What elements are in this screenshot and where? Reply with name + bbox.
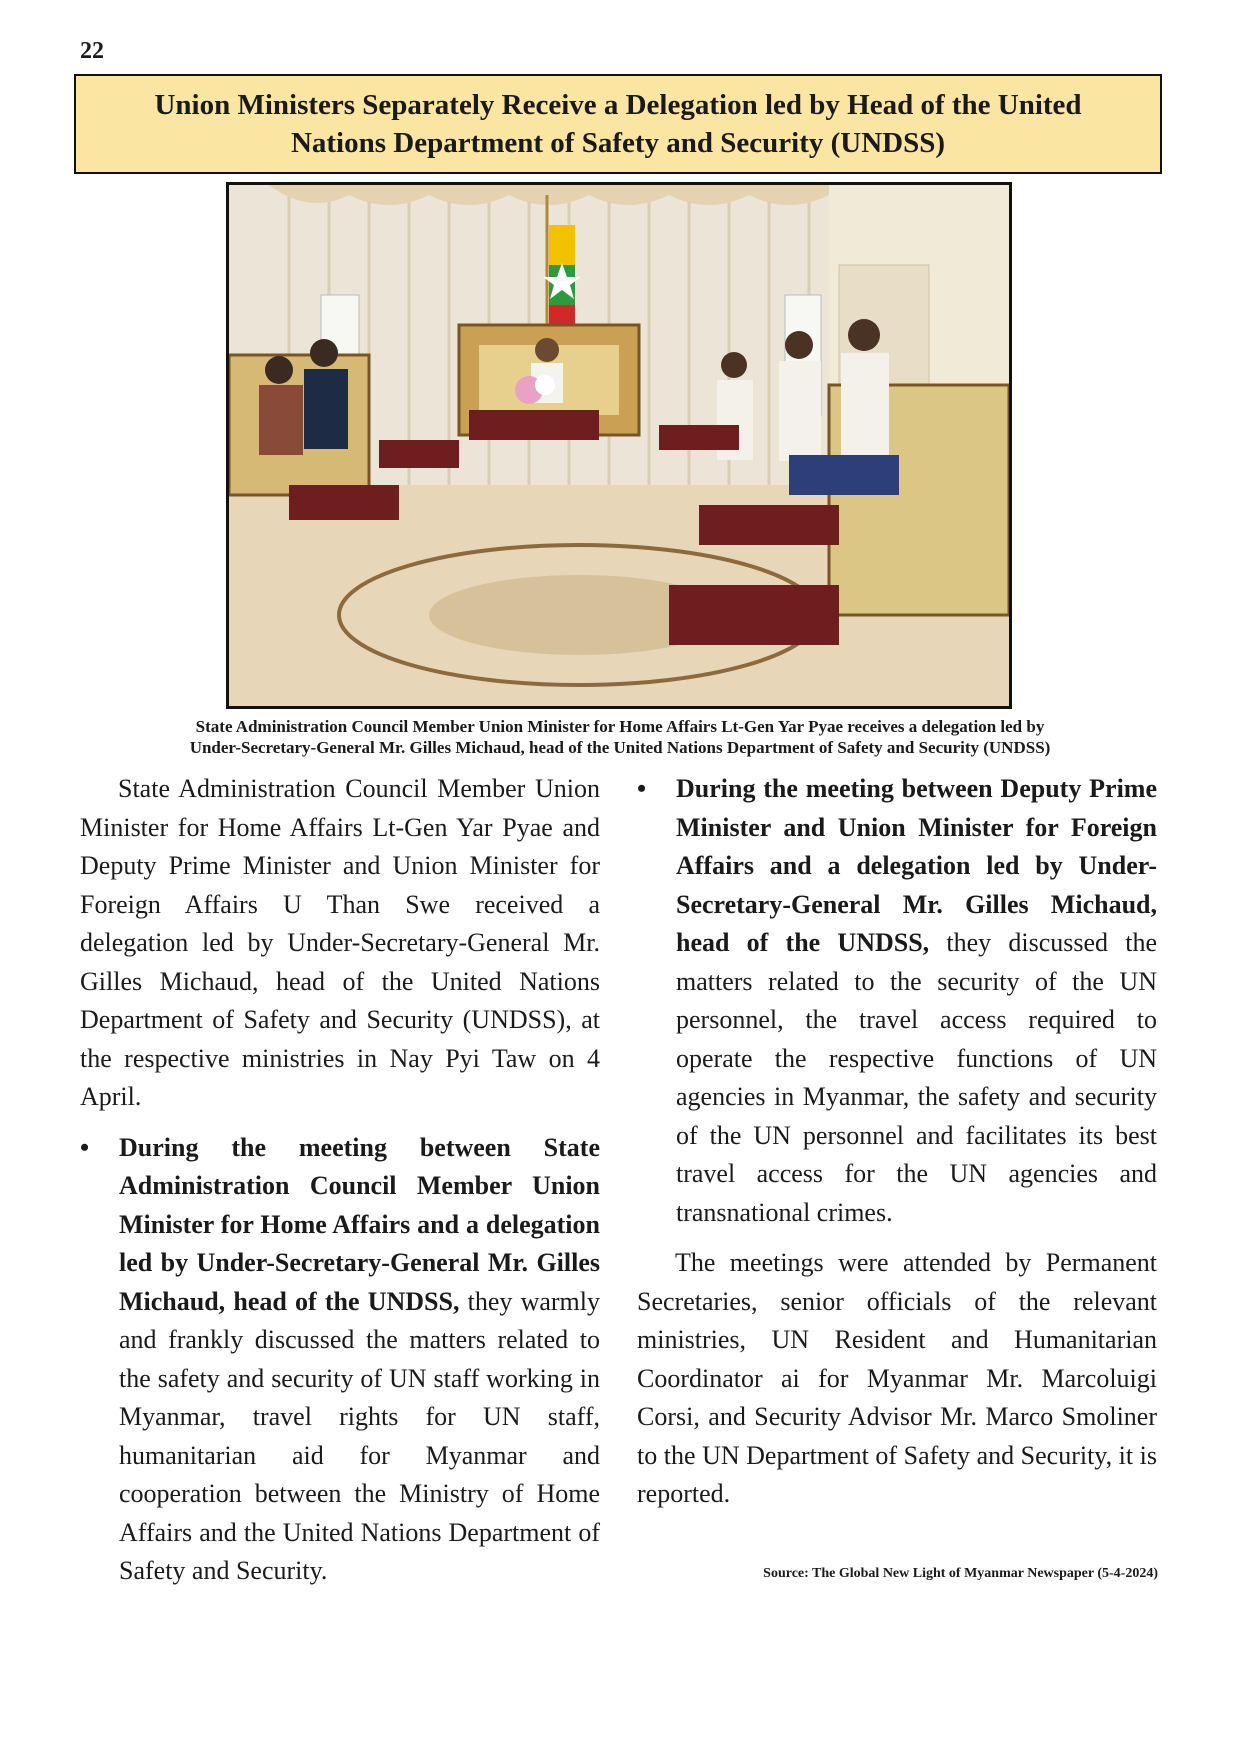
caption-line-1: State Administration Council Member Union Minister for Home Affairs Lt-Gen Yar Pyae receives a delegation led by [195,717,1045,736]
article-column-right [637,770,1157,1514]
bullet-item-home-affairs [80,1129,600,1591]
article-column-left [80,770,600,1591]
bullet-icon: • [80,1132,90,1162]
caption-line-2: Under-Secretary-General Mr. Gilles Michaud, head of the United Nations Department of Safety and Security (UNDSS) [189,738,1051,757]
bullet2-bold-lead: During the meeting between Deputy Prime Minister and Union Minister for Foreign Affairs and a delegation led by Under-Secretary-General Mr. Gilles Michaud, head of the UNDSS, [676,774,1157,957]
bullet1-bold-lead: During the meeting between State Administration Council Member Union Minister for Home Affairs and a delegation led by Under-Secretary-General Mr. Gilles Michaud, head of the UNDSS, [119,1132,600,1316]
article-headline: Union Ministers Separately Receive a Delegation led by Head of the United Nations Department of Safety and Security (UNDSS) [154,89,1082,159]
bullet-icon: • [637,774,647,803]
source-credit: Source: The Global New Light of Myanmar Newspaper (5-4-2024) [763,1566,1158,1581]
bullet2-text: they discussed the matters related to the security of the UN personnel, the travel access required to operate the respective functions of UN agencies in Myanmar, the safety and security of the UN personnel and facilitates its best travel access for the UN agencies and transnational crimes. [676,928,1157,1227]
photo-caption [80,716,1160,758]
headline-box [74,74,1162,174]
bullet1-text: they warmly and frankly discussed the matters related to the safety and security of UN staff working in Myanmar, travel rights for UN staff, humanitarian aid for Myanmar and cooperation between the Ministry of Home Affairs and the United Nations Department of Safety and Security. [119,1286,601,1585]
meeting-photo-icon [229,185,1009,706]
bullet-item-foreign-affairs [637,770,1157,1232]
intro-paragraph: State Administration Council Member Union Minister for Home Affairs Lt-Gen Yar Pyae and Deputy Prime Minister and Union Minister for Foreign Affairs U Than Swe received a delegation led by Under-Secretary-General Mr. Gilles Michaud, head of the United Nations Department of Safety and Security (UNDSS), at the respective ministries in Nay Pyi Taw on 4 April. [80,774,600,1111]
page-number: 22 [80,38,104,64]
closing-paragraph: The meetings were attended by Permanent Secretaries, senior officials of the relevant ministries, UN Resident and Humanitarian Coordinator ai for Myanmar Mr. Marcoluigi Corsi, and Security Advisor Mr. Marco Smoliner to the UN Department of Safety and Security, it is reported. [637,1248,1157,1508]
meeting-photo [226,182,1012,709]
